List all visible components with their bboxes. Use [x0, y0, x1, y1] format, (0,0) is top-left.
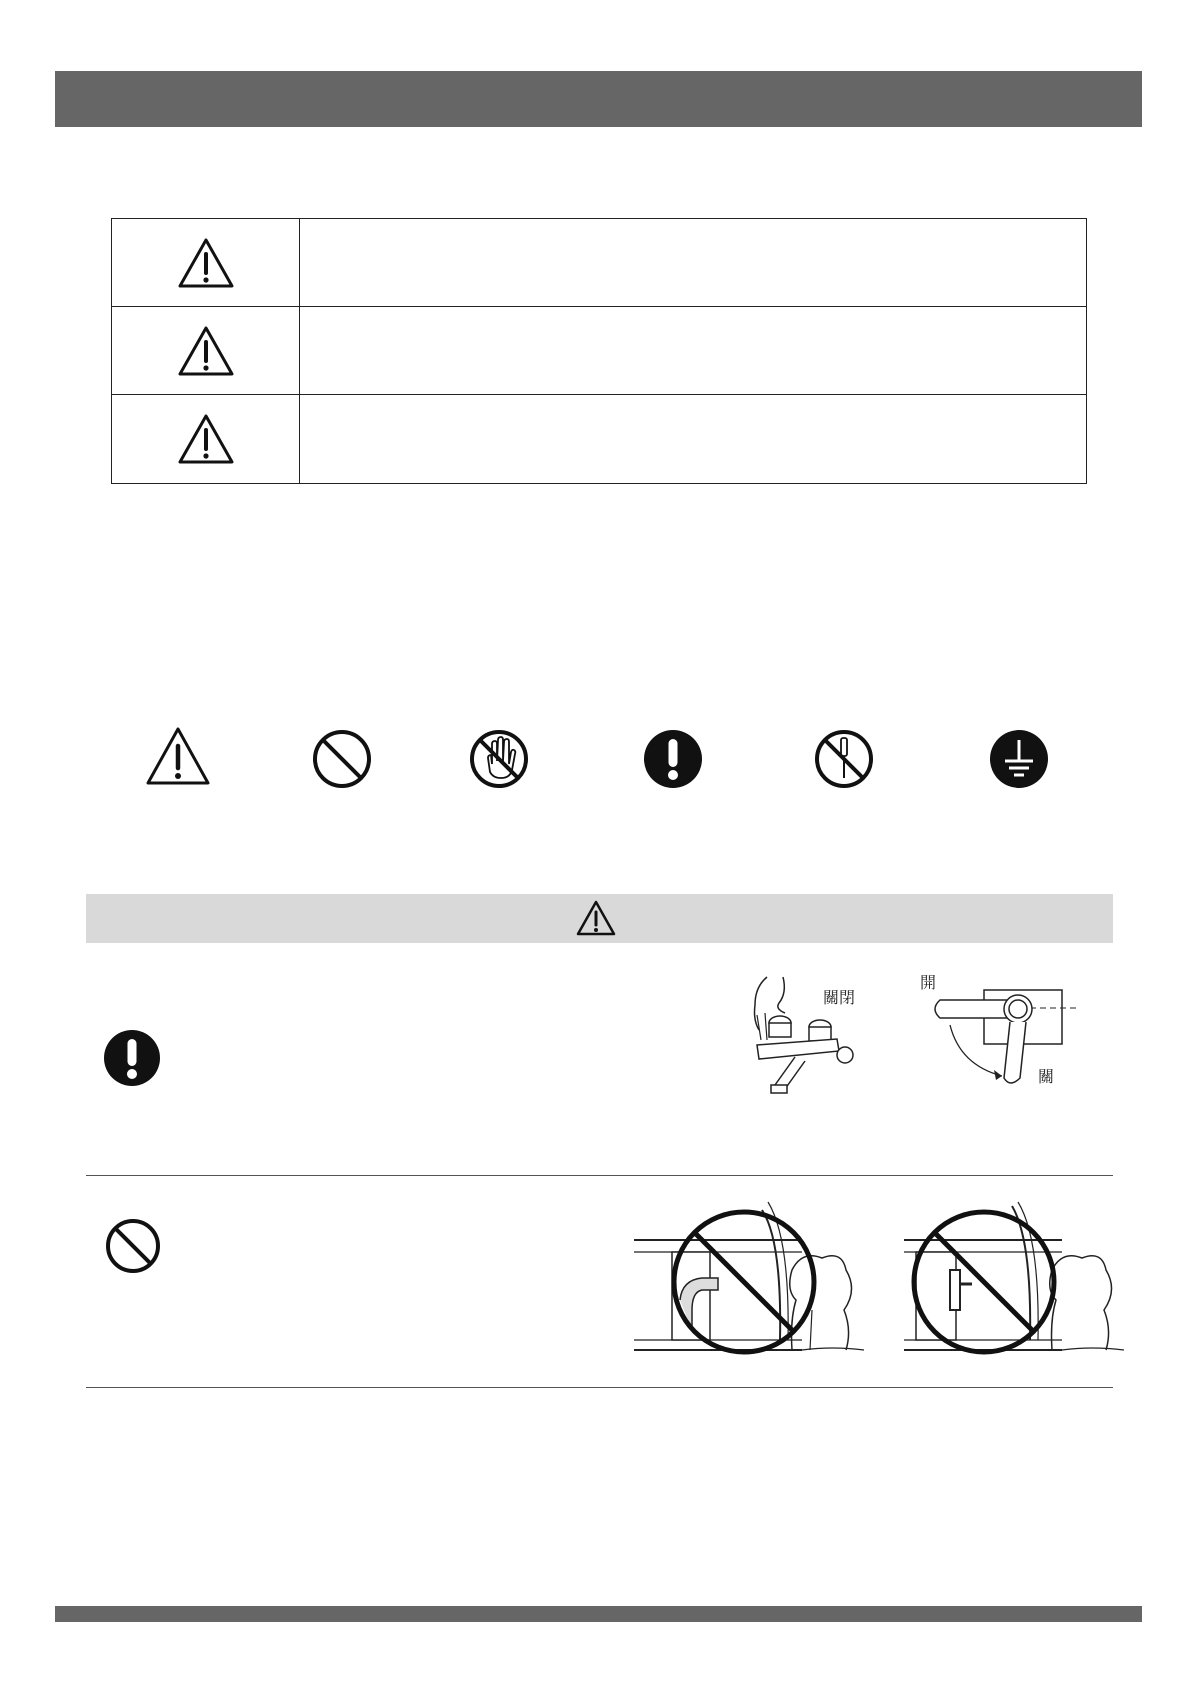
warning-triangle-icon	[112, 219, 300, 306]
do-not-disassemble-icon	[813, 728, 875, 790]
do-not-touch-icon	[468, 728, 530, 790]
prohibited-icon	[104, 1217, 162, 1279]
warning-triangle-icon	[112, 307, 300, 394]
warning-triangle-icon	[112, 395, 300, 483]
prohibited-exhaust-illustration	[632, 1200, 864, 1355]
section-divider	[86, 1175, 1113, 1176]
ground-connection-icon	[988, 728, 1050, 790]
hazard-level-row	[112, 219, 1086, 307]
valve-close-label: 關	[1038, 1067, 1055, 1086]
warning-section-band	[86, 894, 1113, 943]
warning-triangle-icon	[576, 900, 616, 940]
prohibited-icon	[311, 728, 373, 790]
section-divider	[86, 1387, 1113, 1388]
footer-bar	[55, 1606, 1142, 1622]
warning-triangle-icon	[145, 726, 211, 786]
valve-open-label: 開	[920, 973, 937, 992]
lever-valve-illustration	[920, 970, 1090, 1095]
hazard-level-table	[111, 218, 1087, 484]
prohibited-vent-illustration	[902, 1200, 1124, 1355]
mandatory-action-icon	[103, 1029, 161, 1091]
hazard-level-row	[112, 395, 1086, 483]
header-bar	[55, 71, 1142, 127]
faucet-close-label: 關閉	[823, 988, 856, 1007]
faucet-closing-illustration	[735, 975, 875, 1105]
mandatory-action-icon	[642, 728, 704, 790]
hazard-level-row	[112, 307, 1086, 395]
